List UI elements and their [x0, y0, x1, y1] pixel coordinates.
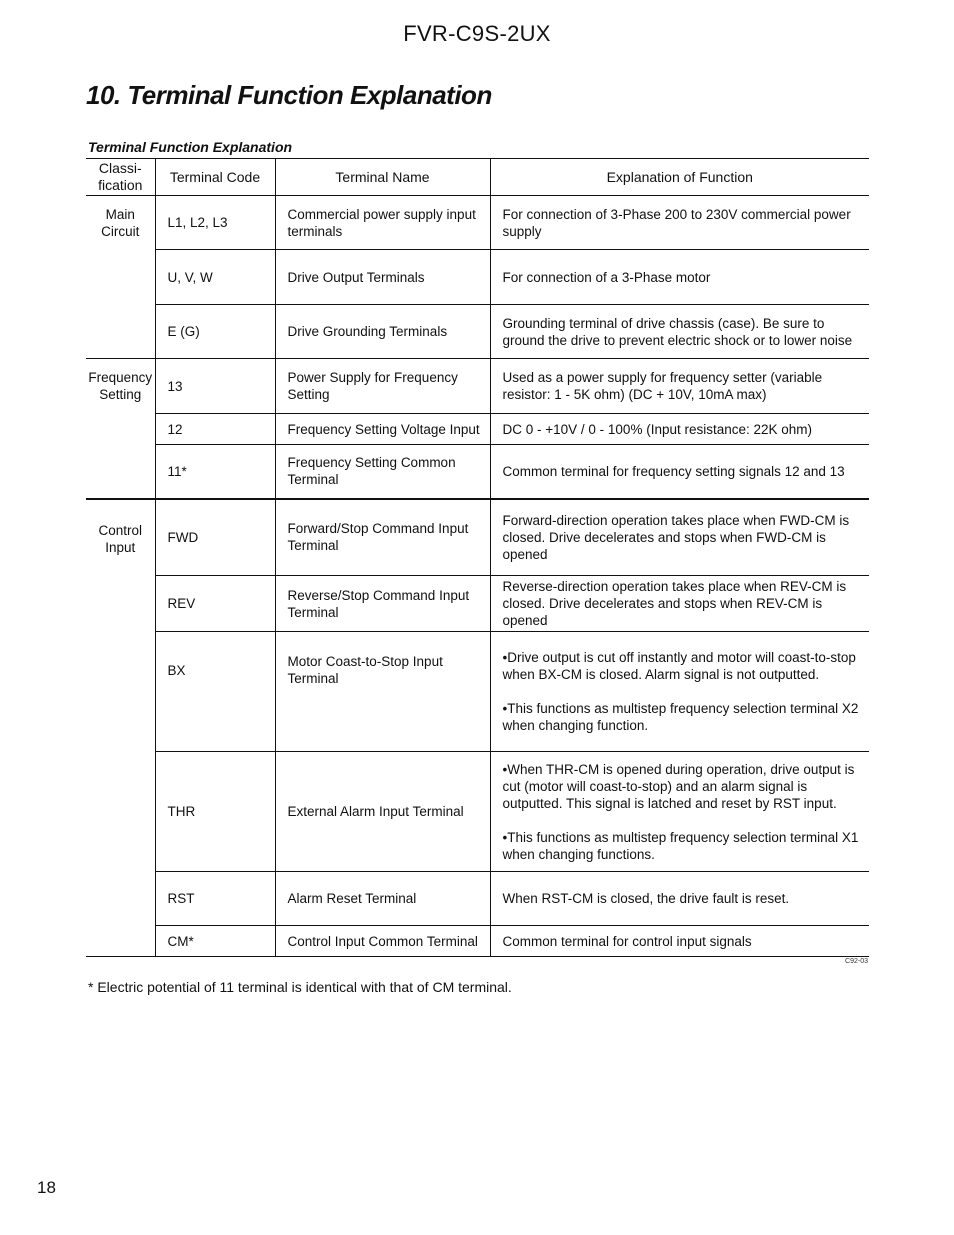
section-title: 10. Terminal Function Explanation	[86, 80, 492, 110]
terminal-code: 13	[155, 359, 275, 414]
classification-cell: Main Circuit	[86, 196, 155, 359]
explanation-text: Forward-direction operation takes place when FWD-CM is closed. Drive decelerates and stops when FWD-CM is opened	[502, 512, 850, 562]
table-row	[86, 752, 869, 872]
terminal-name: Drive Output Terminals	[275, 250, 490, 305]
column-header-terminal-name: Terminal Name	[275, 159, 490, 196]
table-row	[86, 926, 869, 957]
table-row	[86, 305, 869, 359]
terminal-name: Power Supply for Frequency Setting	[275, 359, 490, 414]
terminal-code: FWD	[155, 499, 275, 576]
terminal-explanation	[490, 576, 869, 632]
terminal-name: Forward/Stop Command Input Terminal	[275, 499, 490, 576]
terminal-function-table	[86, 158, 869, 957]
terminal-code: CM*	[155, 926, 275, 957]
footnote: * Electric potential of 11 terminal is identical with that of CM terminal.	[88, 979, 512, 995]
terminal-name: Frequency Setting Common Terminal	[275, 445, 490, 499]
page-number: 18	[37, 1178, 56, 1197]
terminal-code: 11*	[155, 445, 275, 499]
terminal-code: 12	[155, 414, 275, 445]
terminal-code: BX	[155, 632, 275, 752]
terminal-name: Drive Grounding Terminals	[275, 305, 490, 359]
terminal-name: Motor Coast-to-Stop Input Terminal	[275, 632, 490, 752]
terminal-code: L1, L2, L3	[155, 196, 275, 250]
terminal-name: Commercial power supply input terminals	[275, 196, 490, 250]
terminal-code: REV	[155, 576, 275, 632]
terminal-explanation	[490, 926, 869, 957]
terminal-name: Frequency Setting Voltage Input	[275, 414, 490, 445]
terminal-explanation	[490, 445, 869, 499]
explanation-text: Used as a power supply for frequency setter (variable resistor: 1 - 5K ohm) (DC + 10V, 10mA max)	[502, 370, 823, 402]
terminal-name: External Alarm Input Terminal	[275, 752, 490, 872]
table-row	[86, 196, 869, 250]
terminal-explanation	[490, 752, 869, 872]
table-caption: Terminal Function Explanation	[88, 139, 293, 155]
terminal-code: U, V, W	[155, 250, 275, 305]
terminal-code: E (G)	[155, 305, 275, 359]
table-row	[86, 250, 869, 305]
classification-cell: Control Input	[86, 499, 155, 957]
figure-code: C92-03	[845, 958, 868, 965]
table-row	[86, 576, 869, 632]
column-header-explanation: Explanation of Function	[490, 159, 869, 196]
table-row	[86, 445, 869, 499]
table-row	[86, 359, 869, 414]
table-row	[86, 872, 869, 926]
terminal-explanation	[490, 872, 869, 926]
column-header-terminal-code: Terminal Code	[155, 159, 275, 196]
explanation-text: For connection of 3-Phase 200 to 230V commercial power supply	[502, 206, 851, 239]
table-header-row	[86, 159, 869, 196]
terminal-name: Control Input Common Terminal	[275, 926, 490, 957]
table-row	[86, 632, 869, 752]
explanation-text: Grounding terminal of drive chassis (case). Be sure to ground the drive to prevent electric shock or to lower noise	[502, 315, 853, 348]
terminal-explanation	[490, 250, 869, 305]
explanation-text: Common terminal for control input signals	[502, 933, 752, 949]
column-header-classification: Classi- fication	[86, 159, 155, 196]
terminal-explanation	[490, 499, 869, 576]
terminal-code: RST	[155, 872, 275, 926]
explanation-text: When RST-CM is closed, the drive fault is reset.	[502, 891, 790, 906]
explanation-text: •This functions as multistep frequency selection terminal X2 when changing function.	[502, 701, 859, 733]
terminal-explanation	[490, 359, 869, 414]
explanation-text: Common terminal for frequency setting signals 12 and 13	[502, 463, 845, 479]
terminal-explanation	[490, 414, 869, 445]
terminal-name: Reverse/Stop Command Input Terminal	[275, 576, 490, 632]
terminal-explanation	[490, 196, 869, 250]
table-row	[86, 414, 869, 445]
terminal-name: Alarm Reset Terminal	[275, 872, 490, 926]
explanation-text: •This functions as multistep frequency selection terminal X1 when changing functions.	[502, 829, 859, 862]
explanation-text: •Drive output is cut off instantly and motor will coast-to-stop when BX-CM is closed. Alarm signal is not outputted.	[502, 650, 856, 682]
terminal-explanation	[490, 305, 869, 359]
explanation-text: For connection of a 3-Phase motor	[502, 269, 711, 285]
explanation-text: DC 0 - +10V / 0 - 100% (Input resistance: 22K ohm)	[502, 421, 813, 437]
model-number: FVR-C9S-2UX	[403, 21, 551, 46]
explanation-text: Reverse-direction operation takes place when REV-CM is closed. Drive decelerates and stops when REV-CM is opened	[502, 579, 847, 628]
table-row	[86, 499, 869, 576]
classification-cell: Frequency Setting	[86, 359, 155, 499]
terminal-explanation	[490, 632, 869, 752]
explanation-text: •When THR-CM is opened during operation, drive output is cut (motor will coast-to-stop) and an alarm signal is outputted. This signal is latched and reset by RST input.	[502, 761, 855, 811]
terminal-code: THR	[155, 752, 275, 872]
